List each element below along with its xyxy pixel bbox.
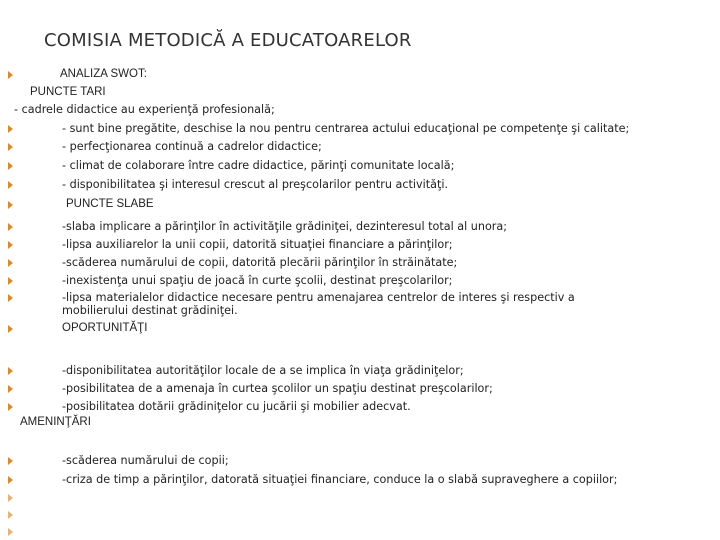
bullet-icon bbox=[8, 457, 13, 465]
strength-item-text: - sunt bine pregătite, deschise la nou pentru centrarea actului educaţional pe competenţe şi calitate; bbox=[62, 122, 630, 135]
bullet-icon bbox=[8, 162, 13, 170]
strength-item bbox=[8, 157, 454, 174]
bullet-icon bbox=[8, 71, 13, 79]
weakness-item bbox=[8, 254, 457, 271]
bullet-icon bbox=[8, 325, 13, 333]
bullet-icon bbox=[8, 181, 13, 189]
bullet-icon bbox=[8, 201, 13, 209]
weakness-item-text: -slaba implicare a părinţilor în activităţile grădiniţei, dezinteresul total al unora; bbox=[62, 220, 508, 233]
bullet-icon bbox=[8, 241, 13, 249]
opportunity-item-text: -posibilitatea de a amenaja în curtea şcolilor un spaţiu destinat preşcolarilor; bbox=[62, 382, 493, 395]
weakness-item-text: -lipsa materialelor didactice necesare pentru amenajarea centrelor de interes şi respectiv a mobilierului destinat grădiniţei. bbox=[62, 291, 575, 317]
strength-item bbox=[8, 176, 448, 193]
bullet-icon bbox=[8, 511, 13, 519]
threat-item-text: -scăderea numărului de copii; bbox=[62, 454, 229, 467]
bullet-icon bbox=[8, 367, 13, 375]
opportunity-item bbox=[8, 362, 464, 379]
weakness-item-text: -inexistenţa unui spaţiu de joacă în curte şcolii, destinat preşcolarilor; bbox=[62, 274, 453, 287]
bullet-icon bbox=[8, 223, 13, 231]
opportunities-heading-text: OPORTUNITĂŢI bbox=[62, 322, 148, 334]
swot-heading bbox=[8, 66, 147, 83]
bullet-icon bbox=[8, 294, 13, 302]
weaknesses-heading bbox=[8, 196, 154, 213]
strength-item-text: - perfecţionarea continuă a cadrelor didactice; bbox=[62, 140, 322, 153]
bullet-icon bbox=[8, 494, 13, 502]
opportunity-item-text: -disponibilitatea autorităţilor locale de a se implica în viaţa grădiniţelor; bbox=[62, 364, 464, 377]
strength-item bbox=[8, 138, 322, 155]
strength-item-text: - disponibilitatea şi interesul crescut al preşcolarilor pentru activităţi. bbox=[62, 178, 449, 191]
opportunity-item bbox=[8, 398, 411, 415]
weakness-item bbox=[8, 291, 608, 317]
weakness-item bbox=[8, 218, 507, 235]
opportunity-item bbox=[8, 380, 493, 397]
threats-heading-text: AMENINŢĂRI bbox=[20, 416, 91, 428]
strength-item bbox=[8, 120, 629, 137]
weaknesses-heading-text: PUNCTE SLABE bbox=[66, 198, 154, 210]
strengths-heading-text: PUNCTE TARI bbox=[30, 86, 106, 98]
page-title: COMISIA METODICĂ A EDUCATOARELOR bbox=[44, 30, 412, 51]
opportunity-item-text: -posibilitatea dotării grădiniţelor cu jucării şi mobilier adecvat. bbox=[62, 400, 411, 413]
weakness-item bbox=[8, 272, 452, 289]
bullet-icon bbox=[8, 403, 13, 411]
threat-item bbox=[8, 452, 229, 469]
bullet-icon bbox=[8, 385, 13, 393]
weakness-item-text: -scăderea numărului de copii, datorită plecării părinţilor în străinătate; bbox=[62, 256, 458, 269]
bullet-icon bbox=[8, 259, 13, 267]
bullet-icon bbox=[8, 277, 13, 285]
strength-item-text: - cadrele didactice au experienţă profesională; bbox=[14, 103, 275, 116]
bullet-icon bbox=[8, 125, 13, 133]
strength-item-text: - climat de colaborare între cadre didactice, părinţi comunitate locală; bbox=[62, 159, 455, 172]
strength-item bbox=[14, 101, 275, 118]
weakness-item-text: -lipsa auxiliarelor la unii copii, datorită situaţiei financiare a părinţilor; bbox=[62, 238, 453, 251]
bullet-icon bbox=[8, 528, 13, 536]
opportunities-heading bbox=[8, 320, 147, 337]
bullet-icon bbox=[8, 143, 13, 151]
weakness-item bbox=[8, 236, 453, 253]
threat-item bbox=[8, 471, 617, 488]
swot-heading-text: ANALIZA SWOT: bbox=[60, 68, 147, 80]
strengths-heading bbox=[30, 84, 106, 101]
bullet-icon bbox=[8, 476, 13, 484]
threat-item-text: -criza de timp a părinţilor, datorată situaţiei financiare, conduce la o slabă supraveghere a copiilor; bbox=[62, 473, 618, 486]
threats-heading bbox=[20, 414, 91, 431]
